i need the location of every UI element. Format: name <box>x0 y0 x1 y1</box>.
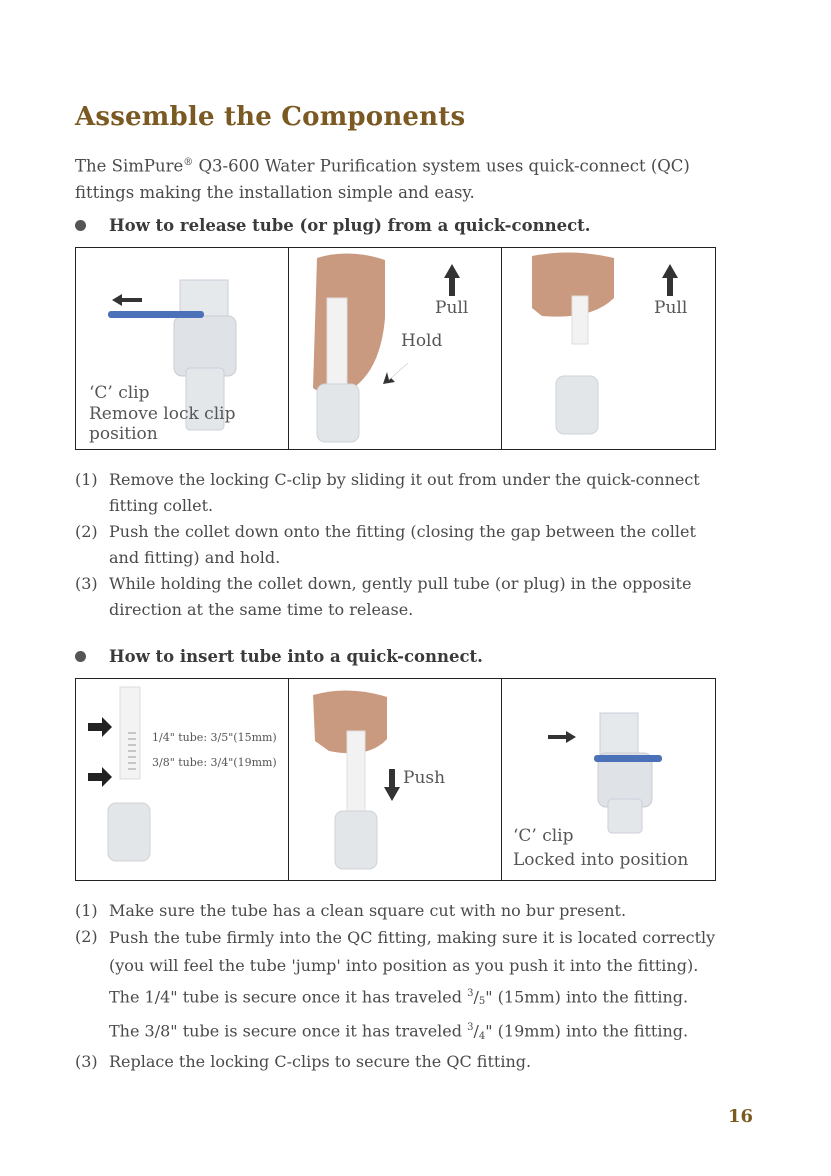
step-text: " (15mm) into the fitting. <box>485 987 689 1007</box>
three-eighths-depth-label: 3/8" tube: 3/4"(19mm) <box>152 756 277 769</box>
fraction-numerator: 3 <box>467 1022 474 1034</box>
step-number: (3) <box>75 574 98 593</box>
step-number: (1) <box>75 901 98 920</box>
push-tube-illustration <box>289 679 501 880</box>
step-text: fitting collet. <box>109 496 214 515</box>
step-text: Push the tube firmly into the QC fitting, making sure it is located correctly <box>109 928 716 947</box>
release-step-3 <box>75 571 755 623</box>
insert-step-2 <box>75 924 755 1049</box>
step-number: (1) <box>75 470 98 489</box>
step-text: (you will feel the tube 'jump' into position as you push it into the fitting). <box>109 956 699 975</box>
insert-figure-table <box>75 678 716 881</box>
intro-text-2: Q3-600 Water Purification system uses quick-connect (QC) <box>193 156 690 176</box>
section-release-heading <box>75 216 590 235</box>
step-text: " (19mm) into the fitting. <box>485 1021 689 1041</box>
fraction-slash: / <box>473 1021 479 1041</box>
step-number: (2) <box>75 927 98 946</box>
tube-pulled-out-illustration <box>502 248 715 449</box>
tube-depth-illustration <box>76 679 288 880</box>
locked-into-position-label: Locked into position <box>513 850 689 870</box>
release-step-1 <box>75 467 755 519</box>
step-text: Remove the locking C-clip by sliding it out from under the quick-connect <box>109 470 700 489</box>
step-text: The 1/4" tube is secure once it has traveled <box>109 987 468 1007</box>
section-insert-heading-text: How to insert tube into a quick-connect. <box>109 647 483 666</box>
intro-paragraph <box>75 150 755 206</box>
step-text: and fitting) and hold. <box>109 548 281 567</box>
insert-panel-depth <box>76 679 289 881</box>
step-text: direction at the same time to release. <box>109 600 414 619</box>
release-panel-pull <box>502 248 716 450</box>
intro-text-1: The SimPure <box>75 156 184 176</box>
page-number: 16 <box>727 1106 753 1127</box>
step-number: (2) <box>75 522 98 541</box>
fraction-slash: / <box>473 987 479 1007</box>
release-panel-clip <box>76 248 289 450</box>
step-text-three-eighths <box>109 1014 755 1048</box>
step-text: While holding the collet down, gently pull tube (or plug) in the opposite <box>109 574 692 593</box>
step-text: Replace the locking C-clips to secure the QC fitting. <box>109 1051 532 1071</box>
push-label: Push <box>403 768 446 788</box>
c-clip-label: ‘C’ clip <box>89 383 150 403</box>
insert-panel-push <box>289 679 502 881</box>
step-text: Push the collet down onto the fitting (closing the gap between the collet <box>109 522 696 541</box>
hold-and-pull-illustration <box>289 248 501 449</box>
release-figure-table <box>75 247 716 450</box>
intro-text-3: fittings making the installation simple and easy. <box>75 182 475 202</box>
step-number: (3) <box>75 1051 98 1071</box>
pull-label: Pull <box>435 298 469 318</box>
quarter-inch-depth-label: 1/4" tube: 3/5"(15mm) <box>152 731 277 744</box>
step-text: The 3/8" tube is secure once it has traveled <box>109 1021 468 1041</box>
insert-step-3 <box>75 1049 755 1075</box>
bullet-icon <box>75 220 86 231</box>
fraction-denominator: 4 <box>478 1030 486 1042</box>
release-step-2 <box>75 519 755 571</box>
fraction-denominator: 5 <box>478 996 486 1008</box>
c-clip-locked-label: ‘C’ clip <box>513 826 574 846</box>
hold-label: Hold <box>401 331 443 351</box>
step-text-quarter-inch <box>109 980 755 1014</box>
step-text: Make sure the tube has a clean square cut with no bur present. <box>109 901 627 920</box>
bullet-icon <box>75 651 86 662</box>
pull-label-2: Pull <box>654 298 688 318</box>
insert-panel-locked <box>502 679 716 881</box>
insert-steps <box>75 898 755 1075</box>
insert-step-1 <box>75 898 755 924</box>
page-title: Assemble the Components <box>75 102 466 132</box>
registered-mark: ® <box>183 157 194 168</box>
section-release-heading-text: How to release tube (or plug) from a quick-connect. <box>109 216 591 235</box>
section-insert-heading <box>75 647 483 666</box>
fraction-numerator: 3 <box>467 988 474 999</box>
release-steps <box>75 467 755 623</box>
release-panel-hold <box>289 248 502 450</box>
position-label: position <box>89 424 158 444</box>
remove-lock-clip-label: Remove lock clip <box>89 404 236 424</box>
